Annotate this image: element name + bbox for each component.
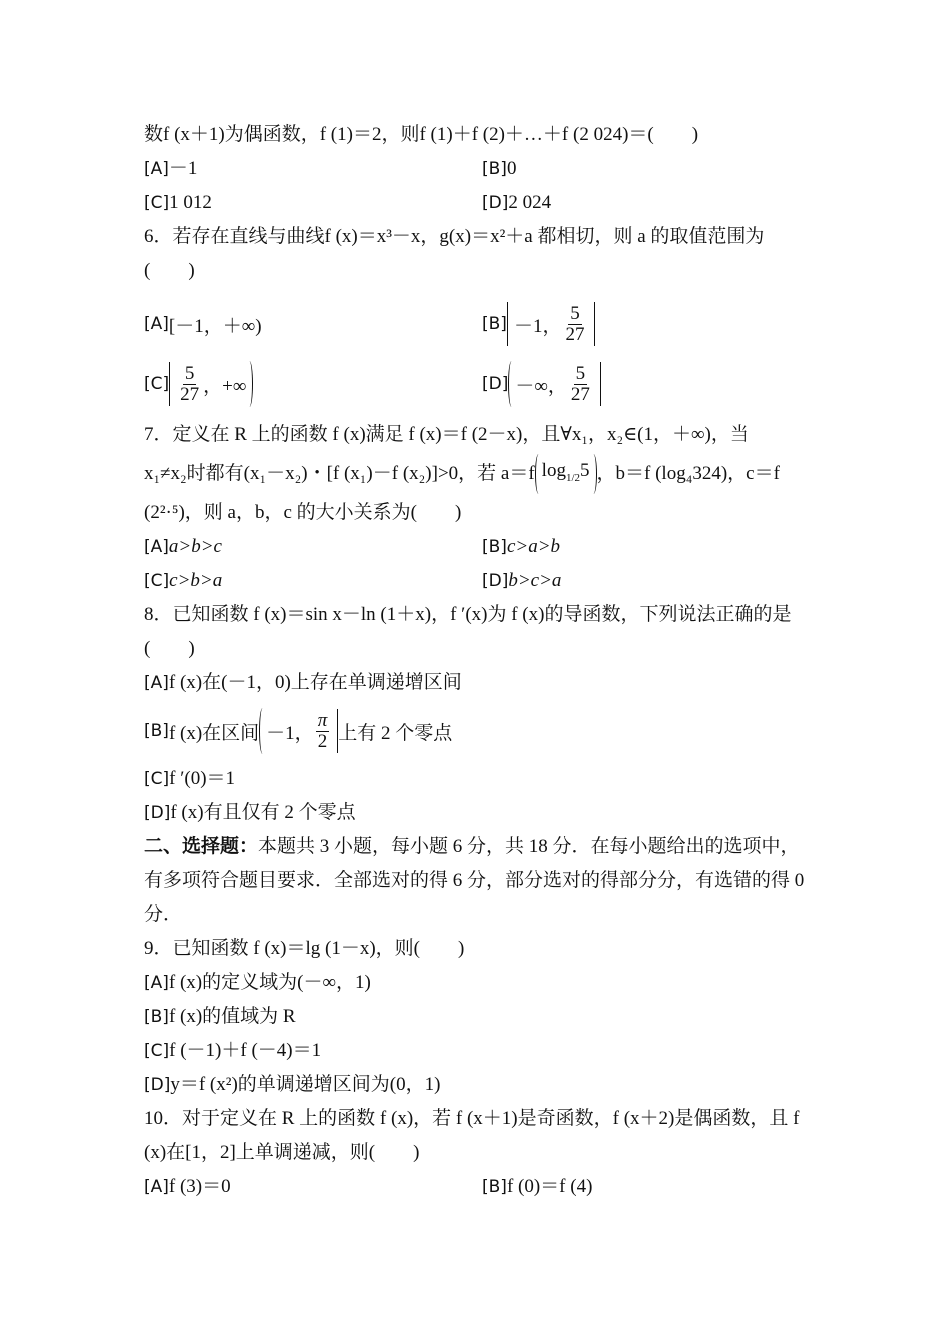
section-2-instructions (144, 830, 814, 932)
section-heading: 二、选择题： (144, 836, 259, 857)
option-label: [C] (144, 1041, 170, 1061)
denominator: 27 (180, 383, 200, 405)
option-label: [B] (482, 1177, 507, 1197)
right-bracket (596, 362, 601, 406)
option-label: [A] (144, 314, 169, 334)
option-label: [A] (144, 159, 169, 179)
q5-options-row1 (144, 152, 814, 186)
q6-option-b[interactable] (482, 302, 595, 346)
q6-option-a[interactable] (144, 311, 482, 338)
option-text: c>b>a (169, 570, 223, 591)
fraction (316, 711, 330, 752)
numerator: π (317, 709, 328, 731)
fraction (178, 364, 201, 405)
q7-option-a[interactable] (144, 530, 482, 564)
option-text: f (－1)＋f (－4)＝1 (169, 1040, 322, 1061)
option-label: [A] (144, 973, 169, 993)
q8-option-c[interactable] (144, 762, 814, 796)
q5-options-row2 (144, 186, 814, 220)
option-text: 0 (506, 158, 517, 179)
q6-option-c[interactable] (144, 361, 482, 407)
log-base: 1/2 (565, 471, 581, 484)
q6-options-row2 (144, 354, 814, 414)
option-label: [B] (482, 537, 507, 557)
option-text: f (x)在(－1，0)上存在单调递增区间 (168, 672, 462, 693)
option-label: [B] (482, 159, 507, 179)
option-label: [A] (144, 1177, 169, 1197)
q7-option-b[interactable] (482, 530, 560, 564)
option-text: －1， (513, 315, 562, 337)
option-text: f ′(0)＝1 (169, 768, 236, 789)
option-text: －∞， (515, 375, 567, 397)
option-label: [C] (144, 769, 170, 789)
q5-option-d[interactable] (482, 186, 551, 220)
option-label: [D] (482, 374, 509, 394)
option-label: [B] (144, 721, 169, 741)
fraction (563, 304, 586, 345)
option-text: －1 (168, 158, 198, 179)
denominator: 27 (570, 383, 590, 405)
option-text: b>c>a (508, 570, 562, 591)
q6-option-d[interactable] (482, 361, 601, 407)
q7-option-c[interactable] (144, 564, 482, 598)
q10-option-b[interactable] (482, 1170, 592, 1204)
q7-stem-line2 (144, 452, 814, 496)
q7-text-a: x₁≠x₂时都有(x₁－x₂)・[f (x₁)－f (x₂)]>0，若 a＝f (144, 463, 535, 484)
right-paren (246, 361, 253, 407)
option-label: [A] (144, 537, 169, 557)
interval-start: －1， (266, 722, 314, 744)
option-label: [C] (144, 374, 170, 394)
option-text: 2 024 (508, 192, 552, 213)
left-paren (259, 708, 266, 754)
option-text: f (0)＝f (4) (506, 1176, 593, 1197)
fraction (569, 364, 592, 405)
left-paren (508, 361, 515, 407)
option-label: [C] (144, 571, 170, 591)
q7-stem-line1: 7．定义在 R 上的函数 f (x)满足 f (x)＝f (2－x)，且∀x₁，x₂∈(1，＋∞)，当 (144, 424, 749, 445)
log-text: log (541, 459, 566, 481)
denominator: 27 (565, 323, 585, 345)
left-paren (535, 454, 542, 494)
option-label: [C] (144, 193, 170, 213)
q7-options-row1 (144, 530, 814, 564)
q9-stem: 9．已知函数 f (x)＝lg (1－x)，则( ) (144, 938, 465, 959)
option-label: [D] (482, 571, 509, 591)
denominator: 2 (317, 730, 328, 752)
q6-stem: 6．若存在直线与曲线f (x)＝x³－x，g(x)＝x²＋a 都相切，则 a 的取值范围为( ) (144, 226, 765, 281)
numerator: 5 (184, 362, 195, 384)
option-text: f (x)有且仅有 2 个零点 (170, 802, 356, 823)
option-text: y＝f (x²)的单调递增区间为(0，1) (170, 1074, 441, 1095)
q8-stem: 8．已知函数 f (x)＝sin x－ln (1＋x)，f ′(x)为 f (x)的导函数，下列说法正确的是( ) (144, 604, 792, 659)
option-text: f (x)的定义域为(－∞，1) (168, 972, 371, 993)
q8-option-d[interactable] (144, 796, 814, 830)
option-label: [D] (144, 1075, 171, 1095)
exam-page (144, 118, 814, 1204)
option-text: f (x)的值域为 R (168, 1006, 296, 1027)
right-bracket (590, 302, 595, 346)
option-label: [D] (482, 193, 509, 213)
q10-options-row1 (144, 1170, 814, 1204)
option-label: [B] (482, 314, 507, 334)
option-text: f (3)＝0 (168, 1176, 231, 1197)
q9-option-a[interactable] (144, 966, 814, 1000)
option-label: [A] (144, 673, 169, 693)
q6-options-row1 (144, 294, 814, 354)
q5-stem-continued: 数f (x＋1)为偶函数，f (1)＝2，则f (1)＋f (2)＋…＋f (2 024)＝( ) (144, 124, 699, 145)
q9-option-c[interactable] (144, 1034, 814, 1068)
option-text: ，+∞ (203, 375, 247, 397)
option-label: [D] (144, 803, 171, 823)
option-text-tail: 上有 2 个零点 (338, 722, 453, 744)
q8-option-b[interactable] (144, 700, 814, 762)
log-arg: 5 (580, 459, 590, 481)
q9-option-b[interactable] (144, 1000, 814, 1034)
q10-option-a[interactable] (144, 1170, 482, 1204)
q5-option-c[interactable] (144, 186, 482, 220)
option-text: [－1，＋∞) (168, 315, 262, 337)
q7-text-b: ，b＝f (log₄324)，c＝f (596, 463, 780, 484)
q5-option-a[interactable] (144, 152, 482, 186)
q10-stem: 10．对于定义在 R 上的函数 f (x)，若 f (x＋1)是奇函数，f (x＋2)是偶函数，且 f (x)在[1，2]上单调递减，则( ) (144, 1108, 800, 1163)
log-term (542, 454, 590, 495)
option-text: c>a>b (506, 536, 561, 557)
option-text: 1 012 (169, 192, 212, 213)
left-bracket (169, 362, 174, 406)
q7-options-row2 (144, 564, 814, 598)
option-text: a>b>c (168, 536, 222, 557)
numerator: 5 (570, 302, 580, 324)
q7-option-d[interactable] (482, 564, 561, 598)
q5-option-b[interactable] (482, 152, 516, 186)
section-text: 本题共 3 小题，每小题 6 分，共 18 分．在每小题给出的选项中，有多项符合题目要求．全部选对的得 6 分，部分选对的得部分分，有选错的得 0 分． (144, 836, 805, 925)
option-label: [B] (144, 1007, 169, 1027)
right-paren (590, 454, 597, 494)
q8-option-a[interactable] (144, 666, 814, 700)
q7-stem-line3: (2²·⁵)，则 a，b，c 的大小关系为( ) (144, 502, 462, 523)
option-text: f (x)在区间 (168, 722, 260, 744)
numerator: 5 (575, 362, 586, 384)
q9-option-d[interactable] (144, 1068, 814, 1102)
left-bracket (507, 302, 512, 346)
